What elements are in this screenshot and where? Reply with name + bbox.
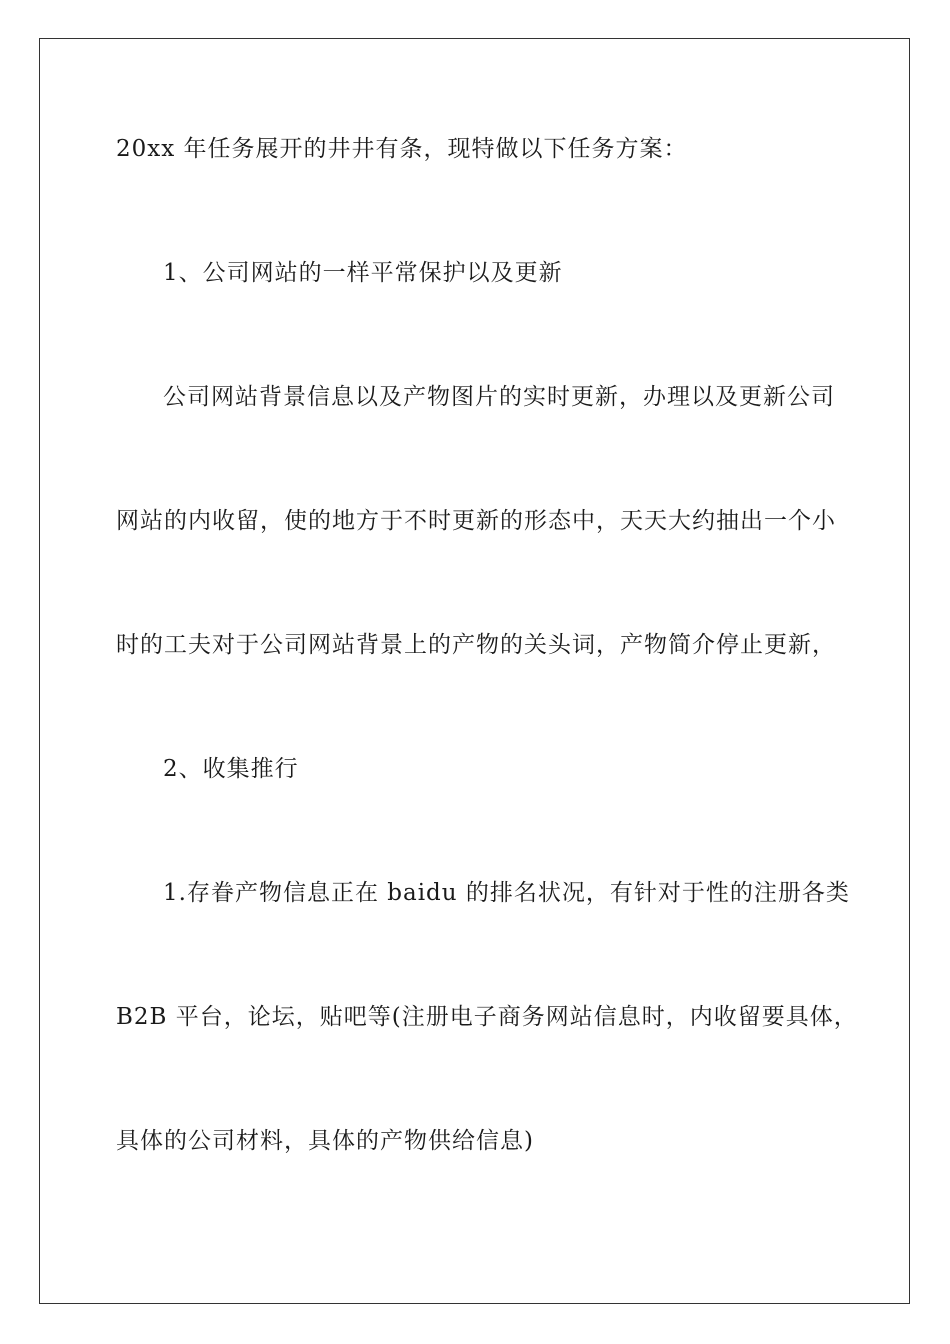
page-border bbox=[39, 38, 910, 1304]
paragraph-line-1: 公司网站背景信息以及产物图片的实时更新，办理以及更新公司 bbox=[163, 384, 835, 410]
paragraph-line-5: B2B 平台，论坛，贴吧等(注册电子商务网站信息时，内收留要具体， bbox=[116, 1004, 858, 1030]
text-line-intro: 20xx 年任务展开的井井有条，现特做以下任务方案： bbox=[116, 136, 688, 162]
paragraph-line-2: 网站的内收留，使的地方于不时更新的形态中，天天大约抽出一个小 bbox=[116, 508, 836, 534]
section-heading-website-maintenance: 1、公司网站的一样平常保护以及更新 bbox=[163, 260, 563, 286]
paragraph-line-4: 1.存眷产物信息正在 baidu 的排名状况，有针对于性的注册各类 bbox=[163, 880, 850, 906]
section-heading-online-promotion: 2、收集推行 bbox=[163, 756, 299, 782]
paragraph-line-6: 具体的公司材料，具体的产物供给信息) bbox=[116, 1128, 534, 1154]
paragraph-line-3: 时的工夫对于公司网站背景上的产物的关头词，产物简介停止更新， bbox=[116, 632, 836, 658]
